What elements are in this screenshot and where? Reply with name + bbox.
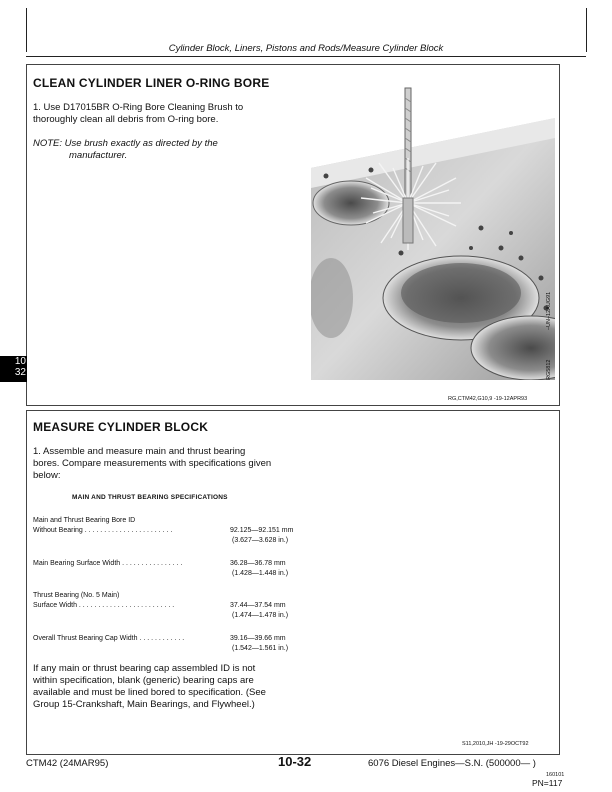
para-line-3: available and must be lined bored to specification. (See bbox=[33, 687, 266, 698]
page-side-tab bbox=[0, 356, 27, 382]
spec-label: Main Bearing Surface Width . . . . . . . . . . . . . . . . bbox=[33, 560, 183, 567]
section-2-caption: S11,2010,JH -19-29OCT92 bbox=[462, 741, 529, 747]
spec-value-in: (1.474—1.478 in.) bbox=[232, 612, 289, 619]
step-1-line-1: 1. Assemble and measure main and thrust bearing bbox=[33, 446, 246, 457]
spec-value-in: (3.627—3.628 in.) bbox=[232, 537, 289, 544]
spec-table-heading: MAIN AND THRUST BEARING SPECIFICATIONS bbox=[72, 494, 228, 501]
step-1-line-2: thoroughly clean all debris from O-ring bore. bbox=[33, 114, 219, 125]
footer-manual-id: CTM42 (24MAR95) bbox=[26, 758, 109, 769]
spec-label: Thrust Bearing (No. 5 Main) bbox=[33, 592, 120, 599]
side-tab-line-2: 32 bbox=[14, 367, 26, 378]
footer-engine-serial: 6076 Diesel Engines—S.N. (500000— ) bbox=[368, 758, 536, 769]
footer-page-label: 10-32 bbox=[278, 754, 312, 769]
section-title: MEASURE CYLINDER BLOCK bbox=[33, 420, 209, 434]
footer-page-number: PN=117 bbox=[532, 778, 563, 788]
cylinder-block-brush-photo bbox=[311, 78, 555, 380]
spec-label: Overall Thrust Bearing Cap Width . . . . . . . . . . . . bbox=[33, 635, 185, 642]
header-rule bbox=[26, 56, 586, 57]
step-1-line-1: 1. Use D17015BR O-Ring Bore Cleaning Brush to bbox=[33, 102, 244, 113]
spec-value-in: (1.542—1.561 in.) bbox=[232, 645, 289, 652]
para-line-4: Group 15-Crankshaft, Main Bearings, and Flywheel.) bbox=[33, 699, 255, 710]
section-title: CLEAN CYLINDER LINER O-RING BORE bbox=[33, 76, 270, 90]
footer-small-code: 160101 bbox=[546, 772, 565, 778]
photo-code-left: RG5812 bbox=[546, 359, 552, 380]
spec-value-mm: 39.16—39.66 mm bbox=[230, 635, 286, 642]
para-line-2: within specification, blank (generic) bearing caps are bbox=[33, 675, 254, 686]
spec-label: Surface Width . . . . . . . . . . . . . . . . . . . . . . . . . bbox=[33, 602, 175, 609]
step-1-line-3: below: bbox=[33, 470, 61, 481]
spec-value-in: (1.428—1.448 in.) bbox=[232, 570, 289, 577]
spec-value-mm: 37.44—37.54 mm bbox=[230, 602, 286, 609]
side-tab-line-1: 10 bbox=[14, 356, 26, 367]
spec-value-mm: 36.28—36.78 mm bbox=[230, 560, 286, 567]
running-header: Cylinder Block, Liners, Pistons and Rods/Measure Cylinder Block bbox=[168, 43, 444, 54]
photo-code-right: –UN–12AUG91 bbox=[546, 291, 552, 330]
spec-value-mm: 92.125—92.151 mm bbox=[230, 527, 294, 534]
section-1-caption: RG,CTM42,G10,9 -19-12APR93 bbox=[448, 396, 528, 402]
spec-label: Main and Thrust Bearing Bore ID bbox=[33, 517, 136, 524]
note-line-2: manufacturer. bbox=[69, 150, 128, 161]
note-line-1: NOTE: Use brush exactly as directed by the bbox=[33, 138, 218, 149]
step-1-line-2: bores. Compare measurements with specifications given bbox=[33, 458, 272, 469]
para-line-1: If any main or thrust bearing cap assembled ID is not bbox=[33, 663, 256, 674]
spec-label: Without Bearing . . . . . . . . . . . . . . . . . . . . . . . bbox=[33, 527, 173, 534]
